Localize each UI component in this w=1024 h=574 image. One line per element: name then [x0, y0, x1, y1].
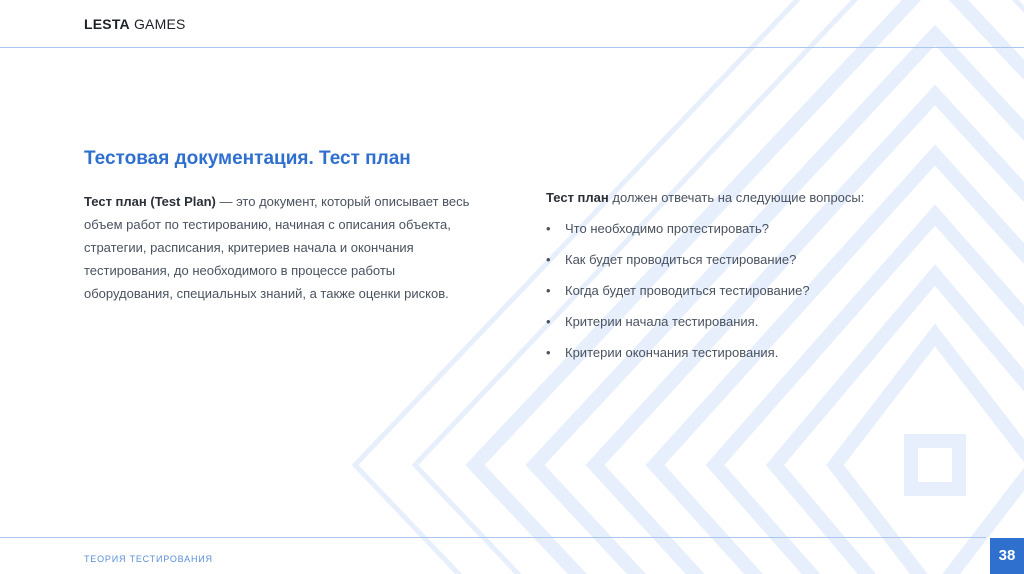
footer-divider: [0, 537, 986, 538]
questions-lead: [546, 186, 966, 209]
logo-light-text: GAMES: [133, 16, 186, 32]
footer-section-label: ТЕОРИЯ ТЕСТИРОВАНИЯ: [84, 554, 213, 564]
definition-term: Тест план (Test Plan): [84, 194, 216, 209]
list-item: [546, 341, 966, 372]
definition-text: — это документ, который описывает весь объем работ по тестированию, начиная с описания объекта, стратегии, расписания, критериев начала и окончания тестирования, до необходимого в процессе работы оборудования, специальных знаний, а также оценки рисков.: [84, 194, 470, 301]
questions-list: [546, 217, 966, 372]
lesta-games-logo: [84, 16, 186, 32]
header-divider: [0, 47, 1024, 48]
list-item-text: Критерии окончания тестирования.: [565, 345, 779, 360]
page-number-badge: 38: [990, 538, 1024, 574]
definition-paragraph: [84, 190, 484, 305]
bullet-icon: •: [546, 221, 551, 236]
list-item: [546, 279, 966, 310]
questions-term: Тест план: [546, 190, 609, 205]
logo-bold-text: LESTA: [84, 16, 130, 32]
questions-lead-text: должен отвечать на следующие вопросы:: [608, 190, 865, 205]
questions-block: [546, 186, 966, 372]
list-item: [546, 248, 966, 279]
list-item-text: Что необходимо протестировать?: [565, 221, 769, 236]
list-item-text: Как будет проводиться тестирование?: [565, 252, 797, 267]
list-item: [546, 217, 966, 248]
bullet-icon: •: [546, 252, 551, 267]
bullet-icon: •: [546, 283, 551, 298]
page-title: Тестовая документация. Тест план: [84, 148, 411, 169]
list-item: [546, 310, 966, 341]
list-item-text: Критерии начала тестирования.: [565, 314, 759, 329]
list-item-text: Когда будет проводиться тестирование?: [565, 283, 810, 298]
bullet-icon: •: [546, 314, 551, 329]
bullet-icon: •: [546, 345, 551, 360]
